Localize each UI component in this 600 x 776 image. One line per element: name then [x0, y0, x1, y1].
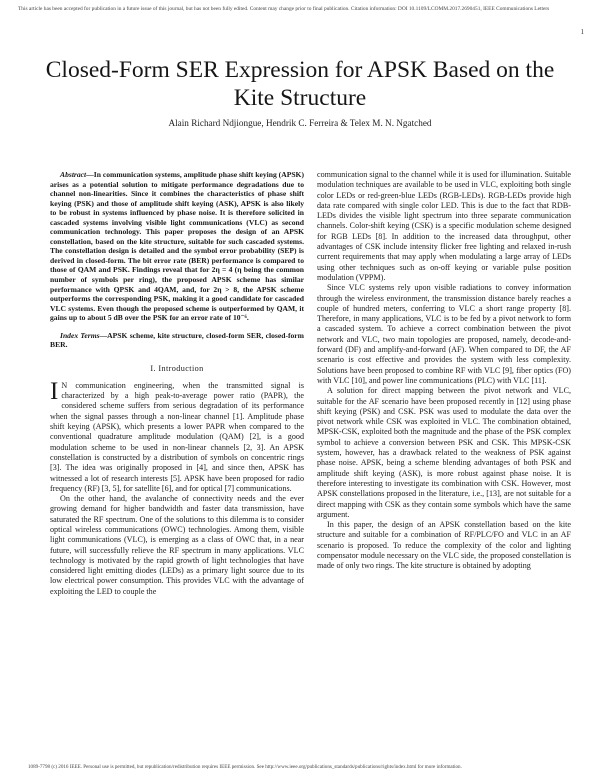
intro-paragraph-1	[50, 377, 304, 494]
accepted-article-notice: This article has been accepted for publication in a future issue of this journal, but has not been fully edited. Content may change prior to final publication. Citation information: DOI 10.1109/LCOMM.2017.2690451, IEEE Communications Letters	[18, 6, 550, 12]
intro-paragraph-1-text: N communication engineering, when the transmitted signal is characterized by a high peak-to-average power ratio (PAPR), the considered scheme suffers from serious degradation of its performance when the signal passes through a non-linear channel [1]. Amplitude phase shift keying (APSK), which presents a lower PAPR when compared to the conventional quadrature amplitude modulation (QAM) [2], is a good modulation scheme to be used in non-linear channels [2, 3]. An APSK constellation is constructed by a distribution of symbols on concentric rings [3]. The idea was originally proposed in [4], and since then, APSK has witnessed a lot of research interests [5]. APSK have been proposed for radio frequency (RF) [3, 5], for satellite [6], and for optical [7] communications.	[50, 380, 304, 493]
abstract-label: Abstract	[60, 170, 87, 179]
abstract	[50, 170, 304, 323]
copyright-footer: 1089-7798 (c) 2016 IEEE. Personal use is permitted, but republication/redistribution requires IEEE permission. See http://www.ieee.org/publications_standards/publications/rights/index.html for more information.	[28, 764, 462, 770]
section-heading-introduction: I. Introduction	[150, 363, 204, 373]
index-terms-text: —APSK scheme, kite structure, closed-form SER, closed-form BER.	[50, 330, 305, 350]
abstract-text: —In communication systems, amplitude phase shift keying (APSK) arises as a potential solution to mitigate performance degradations due to channel non-linearities. Since it combines the characteristics of phase shift keying (PSK) and those of amplitude shift keying (ASK), APSK is also likely to be robust in systems influenced by phase noise. It is therefore solicited in cascaded systems involving visible light communications (VLC) as second communication technology. This paper proposes the design of an APSK constellation, based on the kite structure, suitable for such cascaded systems. The constellation design is detailed and the symbol error probability (SEP) is derived in closed-form. The bit error rate (BER) performance is compared to those of QAM and PSK. Findings reveal that for 2η = 4 (η being the common number of symbols per ring), the proposed APSK scheme has similar performance with QPSK and 4QAM, and, for 2η > 8, the APSK scheme outperforms the corresponding PSK, making it a good candidate for cascaded VLC systems. Even though the proposed scheme is outperformed by QAM, it gains up to about 5 dB over the PSK for an error rate of 10⁻⁶.	[50, 170, 304, 323]
drop-cap: I	[50, 377, 59, 405]
index-terms-label: Index Terms	[60, 330, 100, 340]
page-number: 1	[580, 28, 584, 36]
right-column	[317, 170, 571, 572]
author-list: Alain Richard Ndjiongue, Hendrik C. Ferreira & Telex M. N. Ngatched	[168, 118, 432, 128]
index-terms	[50, 331, 304, 350]
intro-paragraph-2-continued: communication signal to the channel while it is used for illumination. Suitable modulation techniques are available to be used in VLC, exploiting both single color LEDs or red-green-blue LEDs (RGB-LEDs). RGB-LEDs provide high data rate compared with single color LED. This is due to the fact that RDB-LEDs divides the visible light spectrum into three separate communication channels. Color-shift keying (CSK) is a specific modulation scheme designed for RGB LEDs [8]. In addition to the increased data throughput, other advantages of CSK include intensity flicker free lighting and relaxed in-rush current requirements that may apply when modulating a large array of LEDs using other techniques such as on-off keying or variable pulse position modulation (VPPM).	[317, 170, 571, 282]
intro-paragraph-5: In this paper, the design of an APSK constellation based on the kite structure and suitable for a combination of RF/PLC/FO and VLC in an AF scenario is proposed. To reduce the complexity of the color and lighting compensator module necessary on the VLC side, the proposed constellation is made of only two rings. The kite structure is obtained by adopting	[317, 520, 571, 571]
intro-paragraph-2: On the other hand, the avalanche of connectivity needs and the ever growing demand for higher bandwidth and faster data transmission, have saturated the RF spectrum. One of the solutions to this dilemma is to consider optical wireless communications (OWC) technologies. Among them, visible light communications (VLC), is emerging as a class of OWC that, in a near future, will successfully relieve the RF spectrum in many applications. VLC technology is motivated by the rapid growth of light technologies that have considered light emitting diodes (LEDs) as a primary light source due to its low electrical power consumption. This provides VLC with the advantage of exploiting the LED to couple the	[50, 494, 304, 596]
intro-paragraph-4: A solution for direct mapping between the pivot network and VLC, suitable for the AF scenario have been proposed recently in [12] using phase shift keying (PSK) and CSK. PSK was used to modulate the data over the pivot network while CSK was exploited in VLC. The combination obtained, MPSK-CSK, exploited both the magnitude and the phase of the PSK complex symbol to achieve a conversion between PSK and CSK. This MPSK-CSK system, however, has a drawback related to the weakness of PSK against phase noise. APSK, being a scheme blending advantages of both PSK and amplitude shift keying (ASK), is more robust against phase noise. It is therefore interesting to investigate its combination with CSK. However, most APSK constellations proposed in the literature, i.e., [13], are not suitable for a direct mapping with CSK as they contain some symbols which have the same argument.	[317, 386, 571, 519]
intro-paragraph-3: Since VLC systems rely upon visible radiations to convey information through the wireless environment, the transmission distance barely reaches a couple of hundred meters, conferring to VLC a short range property [8]. Therefore, in many applications, VLC is to be fed by a pivot network to form a cascaded system. To achieve a correct combination between the pivot network and VLC, two main topologies are proposed, namely, decode-and-forward (DF) and amplify-and-forward (AF). When compared to DF, the AF scenario is cost effective and provides the system with less complexity. Solutions have been proposed to combine RF with VLC [9], fiber optics (FO) with VLC [10], and power line communications (PLC) with VLC [11].	[317, 283, 571, 385]
left-column	[50, 170, 304, 597]
paper-title: Closed-Form SER Expression for APSK Based on the Kite Structure	[45, 57, 555, 111]
